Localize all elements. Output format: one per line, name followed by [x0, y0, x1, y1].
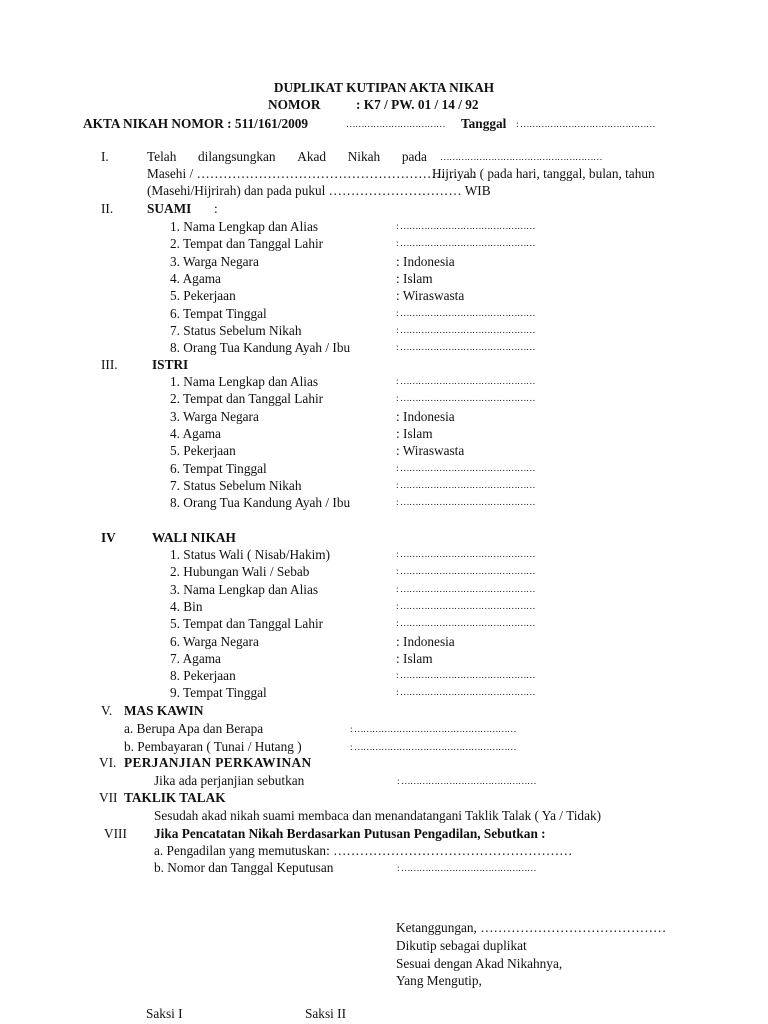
wali-field-label: 5. Tempat dan Tanggal Lahir: [170, 616, 324, 632]
suami-title-colon: :: [214, 201, 218, 216]
perjanjian-value: : ………………………………………: [397, 777, 537, 787]
suami-field-value: : Wiraswasta: [396, 288, 465, 304]
wali-field-label: 7. Agama: [170, 650, 221, 666]
section-4-number: IV: [101, 530, 116, 545]
istri-field-value: : Islam: [396, 425, 433, 441]
section-1-line-1: [147, 149, 427, 165]
suami-field-label: 7. Status Sebelum Nikah: [170, 322, 302, 338]
istri-field-label: 7. Status Sebelum Nikah: [170, 477, 302, 493]
istri-field-label: 3. Warga Negara: [170, 408, 259, 424]
wali-field-label: 8. Pekerjaan: [170, 668, 236, 684]
section-3-number: III.: [101, 357, 118, 372]
mas-kawin-item-b-value: : ………………………………………………: [350, 743, 517, 753]
wali-field-value: : ………………………………………: [396, 584, 536, 595]
suami-title: SUAMI: [147, 201, 192, 216]
perjanjian-title: PERJANJIAN PERKAWINAN: [124, 755, 312, 770]
wali-field-value: : ………………………………………: [396, 567, 536, 578]
suami-field-label: 5. Pekerjaan: [170, 288, 236, 304]
istri-field-value: : ………………………………………: [396, 498, 536, 509]
mas-kawin-title: MAS KAWIN: [124, 703, 204, 718]
suami-field-label: 1. Nama Lengkap dan Alias: [170, 219, 319, 234]
closing-place: Ketanggungan, ……………………………………: [396, 920, 667, 935]
wali-title: WALI NIKAH: [152, 530, 236, 545]
wali-field-value: : ………………………………………: [396, 688, 536, 699]
istri-field-value: : ………………………………………: [396, 463, 536, 474]
mas-kawin-item-b-label: b. Pembayaran ( Tunai / Hutang ): [124, 739, 302, 754]
tanggal-dots: : ………………………………………: [516, 120, 656, 130]
istri-field-value: : Indonesia: [396, 408, 455, 424]
wali-field-value: : ………………………………………: [396, 671, 536, 682]
suami-field-label: 3. Warga Negara: [170, 253, 259, 269]
suami-field-value: : ………………………………………: [396, 325, 536, 336]
taklik-text: Sesudah akad nikah suami membaca dan menandatangani Taklik Talak ( Ya / Tidak): [154, 808, 602, 823]
suami-field-label: 4. Agama: [170, 270, 221, 286]
wali-field-label: 3. Nama Lengkap dan Alias: [170, 581, 319, 597]
section-1-line-3: (Masehi/Hijrirah) dan pada pukul ………………………… WIB: [147, 183, 491, 198]
word: dilangsungkan: [198, 149, 276, 164]
istri-field-value: : Wiraswasta: [396, 443, 465, 459]
suami-field-label: 8. Orang Tua Kandung Ayah / Ibu: [170, 340, 351, 356]
section-1-line-2a: Masehi / ………………………………………………………: [147, 166, 476, 181]
suami-field-value: : Islam: [396, 270, 433, 286]
section-7-number: VII: [99, 790, 118, 805]
wali-field-value: : ………………………………………: [396, 550, 536, 560]
istri-field-value: : ………………………………………: [396, 394, 536, 405]
wali-field-label: 9. Tempat Tinggal: [170, 685, 267, 701]
wali-field-label: 2. Hubungan Wali / Sebab: [170, 564, 310, 580]
taklik-title: TAKLIK TALAK: [124, 790, 226, 805]
akta-nomor-label: AKTA NIKAH NOMOR : 511/161/2009: [83, 116, 309, 131]
section-2-number: II.: [101, 201, 114, 216]
word: pada: [401, 149, 427, 164]
pada-dots: ………………………………………………: [440, 153, 602, 163]
suami-field-value: : Indonesia: [396, 253, 455, 269]
istri-field-label: 6. Tempat Tinggal: [170, 460, 267, 476]
istri-title: ISTRI: [152, 357, 189, 372]
closing-line-3: Yang Mengutip,: [396, 973, 482, 988]
suami-field-value: : ………………………………………: [396, 222, 536, 232]
nomor-value: : K7 / PW. 01 / 14 / 92: [356, 97, 479, 112]
mas-kawin-item-a-label: a. Berupa Apa dan Berapa: [124, 721, 264, 736]
suami-field-value: : ………………………………………: [396, 343, 536, 354]
pengadilan-item-a: a. Pengadilan yang memutuskan: ………………………………………………: [154, 843, 573, 858]
section-1-line-2b: Hijriyah ( pada hari, tanggal, bulan, tahun: [432, 166, 655, 181]
mas-kawin-item-a-value: : ………………………………………………: [350, 725, 517, 735]
document-title: DUPLIKAT KUTIPAN AKTA NIKAH: [273, 80, 495, 95]
pengadilan-item-b-label: b. Nomor dan Tanggal Keputusan: [154, 860, 334, 875]
nomor-label: NOMOR: [268, 97, 321, 112]
section-8-number: VIII: [104, 826, 127, 841]
wali-field-value: : Indonesia: [396, 633, 455, 649]
word: Akad: [297, 149, 327, 164]
wali-field-value: : ………………………………………: [396, 619, 536, 630]
istri-field-value: : ………………………………………: [396, 377, 536, 387]
suami-field-label: 2. Tempat dan Tanggal Lahir: [170, 236, 324, 252]
istri-field-label: 2. Tempat dan Tanggal Lahir: [170, 391, 324, 407]
wali-field-value: : ………………………………………: [396, 601, 536, 612]
saksi-1: Saksi I: [146, 1006, 183, 1021]
saksi-2: Saksi II: [305, 1006, 346, 1021]
istri-field-value: : ………………………………………: [396, 480, 536, 491]
istri-field-label: 1. Nama Lengkap dan Alias: [170, 374, 319, 389]
wali-field-value: : Islam: [396, 650, 433, 666]
suami-field-value: : ………………………………………: [396, 239, 536, 250]
word: Telah: [147, 149, 177, 164]
pengadilan-title: Jika Pencatatan Nikah Berdasarkan Putusan Pengadilan, Sebutkan :: [154, 826, 546, 841]
istri-field-label: 4. Agama: [170, 425, 221, 441]
section-5-number: V.: [101, 703, 113, 718]
pengadilan-item-b-value: : ………………………………………: [397, 864, 537, 874]
akta-dots: ……………………………: [346, 120, 445, 130]
wali-field-label: 6. Warga Negara: [170, 633, 259, 649]
word: Nikah: [347, 149, 381, 164]
wali-field-label: 4. Bin: [170, 598, 203, 614]
tanggal-label: Tanggal: [461, 116, 507, 131]
suami-field-label: 6. Tempat Tinggal: [170, 305, 267, 321]
closing-line-1: Dikutip sebagai duplikat: [396, 938, 527, 953]
istri-field-label: 5. Pekerjaan: [170, 443, 236, 459]
closing-line-2: Sesuai dengan Akad Nikahnya,: [396, 956, 563, 971]
wali-field-label: 1. Status Wali ( Nisab/Hakim): [170, 547, 331, 562]
istri-field-label: 8. Orang Tua Kandung Ayah / Ibu: [170, 495, 351, 511]
perjanjian-label: Jika ada perjanjian sebutkan: [154, 773, 305, 788]
section-1-number: I.: [101, 149, 109, 164]
suami-field-value: : ………………………………………: [396, 308, 536, 319]
section-6-number: VI.: [99, 755, 117, 770]
